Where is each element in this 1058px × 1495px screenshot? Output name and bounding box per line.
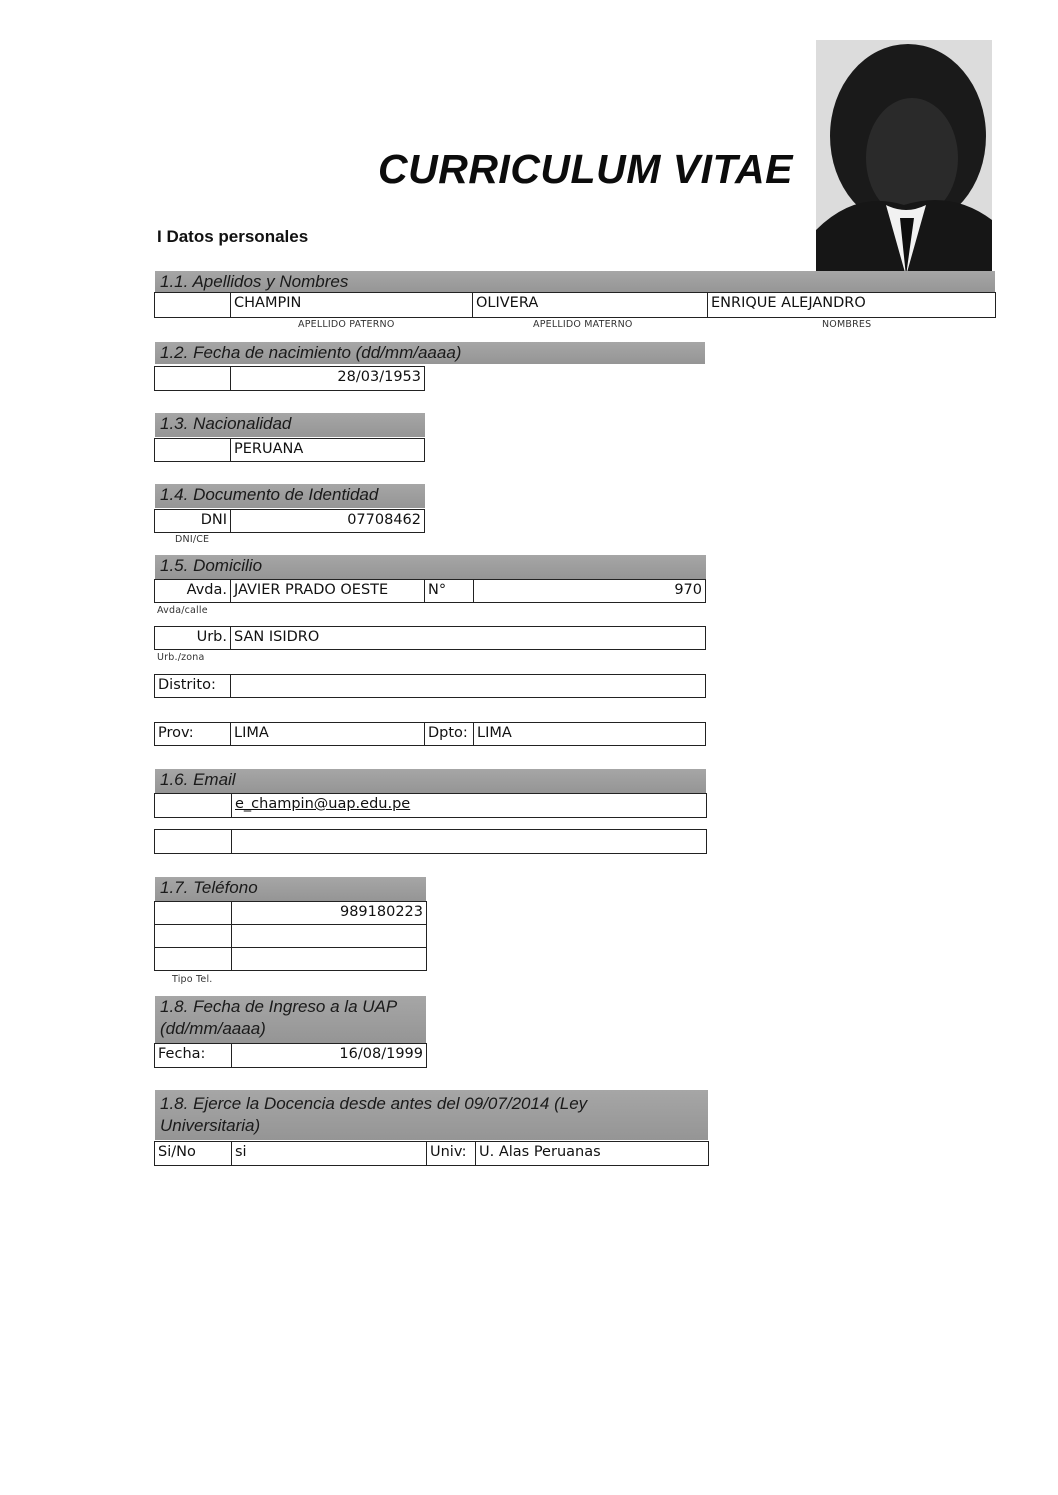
portrait-photo <box>816 40 992 276</box>
names-empty-cell <box>155 293 231 317</box>
email-field-2[interactable] <box>232 830 706 853</box>
phone-field-2[interactable] <box>232 925 426 947</box>
names-row <box>154 292 996 318</box>
email-empty-cell-1 <box>155 794 232 817</box>
document-number-field[interactable]: 07708462 <box>347 512 421 528</box>
caption-urb-zona: Urb./zona <box>157 652 205 663</box>
phone-row-2 <box>154 924 427 948</box>
label-fecha-ingreso <box>155 996 426 1043</box>
label-fecha-nacimiento: 1.2. Fecha de nacimiento (dd/mm/aaaa) <box>155 342 705 364</box>
ingreso-row <box>154 1043 427 1068</box>
prov-label: Prov: <box>155 723 231 745</box>
si-no-field[interactable]: si <box>232 1142 427 1165</box>
dpto-field[interactable]: LIMA <box>477 725 512 741</box>
distrito-field[interactable] <box>231 675 705 697</box>
docencia-row <box>154 1141 709 1166</box>
label-email: 1.6. Email <box>155 769 706 793</box>
street-type-field[interactable]: Avda. <box>155 580 231 602</box>
caption-avda-calle: Avda/calle <box>157 605 208 616</box>
si-no-label: Si/No <box>155 1142 232 1165</box>
caption-apellido-materno: APELLIDO MATERNO <box>533 319 633 330</box>
label-telefono: 1.7. Teléfono <box>155 877 426 901</box>
section-heading: I Datos personales <box>157 227 309 246</box>
caption-dni-ce: DNI/CE <box>175 534 210 545</box>
label-fecha-ingreso-line2: (dd/mm/aaaa) <box>160 1019 266 1038</box>
page-title: CURRICULUM VITAE <box>378 146 793 192</box>
label-documento-identidad: 1.4. Documento de Identidad <box>155 484 425 508</box>
label-docencia <box>155 1090 708 1140</box>
prov-field[interactable]: LIMA <box>231 723 425 745</box>
phone-field-1[interactable]: 989180223 <box>339 904 423 920</box>
phone-row-1 <box>154 901 427 925</box>
birth-date-field[interactable]: 28/03/1953 <box>337 369 421 385</box>
distrito-row <box>154 674 706 698</box>
urb-field[interactable]: SAN ISIDRO <box>234 629 320 645</box>
street-number-field[interactable]: 970 <box>674 582 702 598</box>
apellido-paterno-field[interactable]: CHAMPIN <box>231 293 473 317</box>
prov-dpto-row <box>154 722 706 746</box>
street-number-label: N° <box>425 580 474 602</box>
street-row <box>154 579 706 603</box>
email-empty-cell-2 <box>155 830 232 853</box>
label-nacionalidad: 1.3. Nacionalidad <box>155 413 425 437</box>
apellido-materno-field[interactable]: OLIVERA <box>473 293 708 317</box>
label-domicilio: 1.5. Domicilio <box>155 555 706 579</box>
label-apellidos-nombres: 1.1. Apellidos y Nombres <box>155 271 995 293</box>
label-docencia-line1: 1.8. Ejerce la Docencia desde antes del 09/07/2014 (Ley <box>160 1094 588 1113</box>
fecha-label: Fecha: <box>155 1044 232 1067</box>
nationality-empty-cell <box>155 439 231 461</box>
distrito-label: Distrito: <box>155 675 231 697</box>
nombres-field[interactable]: ENRIQUE ALEJANDRO <box>711 295 866 311</box>
document-row <box>154 509 425 533</box>
label-fecha-ingreso-line1: 1.8. Fecha de Ingreso a la UAP <box>160 997 398 1016</box>
urb-type-field[interactable]: Urb. <box>155 627 231 649</box>
email-row-1 <box>154 793 707 818</box>
birth-date-row <box>154 366 425 391</box>
email-field-1[interactable]: e_champin@uap.edu.pe <box>235 796 411 812</box>
phone-row-3 <box>154 947 427 971</box>
phone-type-cell-2[interactable] <box>155 925 232 947</box>
caption-nombres: NOMBRES <box>822 319 872 330</box>
document-type-field[interactable]: DNI <box>155 510 231 532</box>
univ-label: Univ: <box>427 1142 476 1165</box>
caption-apellido-paterno: APELLIDO PATERNO <box>298 319 395 330</box>
phone-type-cell-3[interactable] <box>155 948 232 970</box>
birth-empty-cell <box>155 367 231 390</box>
caption-tipo-tel: Tipo Tel. <box>172 974 213 985</box>
label-docencia-line2: Universitaria) <box>160 1116 261 1135</box>
urb-row <box>154 626 706 650</box>
phone-field-3[interactable] <box>232 948 426 970</box>
univ-field[interactable]: U. Alas Peruanas <box>479 1144 601 1160</box>
nationality-row <box>154 438 425 462</box>
street-field[interactable]: JAVIER PRADO OESTE <box>231 580 425 602</box>
email-row-2 <box>154 829 707 854</box>
phone-type-cell-1[interactable] <box>155 902 232 924</box>
fecha-ingreso-field[interactable]: 16/08/1999 <box>339 1046 423 1062</box>
dpto-label: Dpto: <box>425 723 474 745</box>
nationality-field[interactable]: PERUANA <box>234 441 304 457</box>
